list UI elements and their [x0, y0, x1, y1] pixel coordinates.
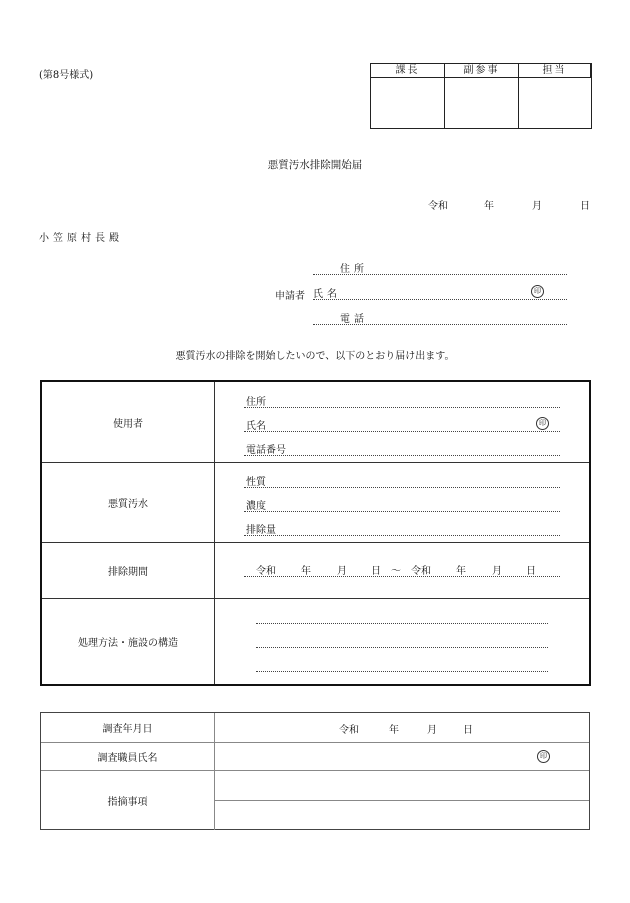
period-end-year: 年 — [456, 566, 466, 577]
period-start-day: 日 — [371, 566, 381, 577]
treatment-line-2[interactable] — [256, 631, 548, 648]
approval-stamp-chief[interactable] — [371, 78, 445, 128]
survey-date-year: 年 — [389, 725, 399, 736]
period-start-era: 令和 — [256, 566, 276, 577]
treatment-row — [42, 598, 589, 684]
applicant-address-label: 住所 — [340, 264, 368, 275]
seal-icon: 印 — [531, 285, 544, 298]
period-category-label: 排除期間 — [42, 542, 215, 598]
applicant-phone-label: 電話 — [340, 314, 368, 325]
applicant-name-field[interactable] — [313, 283, 567, 300]
date-era: 令和 — [428, 201, 448, 212]
date-day: 日 — [580, 201, 590, 212]
sewage-concentration-label: 濃度 — [246, 501, 266, 512]
approval-table — [370, 63, 592, 129]
user-row — [42, 382, 589, 463]
applicant-phone-field[interactable] — [313, 308, 567, 325]
period-end-era: 令和 — [411, 566, 431, 577]
intro-text: 悪質汚水の排除を開始したいので、以下のとおり届け出ます。 — [175, 351, 455, 362]
survey-date-month: 月 — [427, 725, 437, 736]
survey-date-row — [41, 713, 589, 743]
applicant-address-field[interactable] — [313, 258, 567, 275]
approval-header-chief: 課長 — [371, 64, 445, 78]
sewage-row — [42, 462, 589, 543]
applicant-label: 申請者 — [275, 291, 305, 302]
date-year: 年 — [484, 201, 494, 212]
addressee: 小笠原村長殿 — [39, 233, 123, 244]
applicant-name-label: 氏名 — [313, 289, 341, 300]
user-address-field[interactable] — [244, 391, 560, 408]
user-category-label: 使用者 — [42, 382, 215, 462]
survey-notes-row — [41, 770, 589, 830]
seal-icon: 印 — [537, 750, 550, 763]
survey-date-label: 調査年月日 — [41, 713, 215, 742]
user-phone-field[interactable] — [244, 439, 560, 456]
treatment-line-1[interactable] — [256, 607, 548, 624]
approval-stamp-deputy[interactable] — [445, 78, 519, 128]
period-end-month: 月 — [492, 566, 502, 577]
period-end-day: 日 — [526, 566, 536, 577]
treatment-category-label: 処理方法・施設の構造 — [42, 598, 215, 684]
period-start-month: 月 — [337, 566, 347, 577]
survey-staff-row — [41, 742, 589, 771]
survey-date-era: 令和 — [339, 725, 359, 736]
seal-icon: 印 — [536, 417, 549, 430]
approval-header-deputy: 副参事 — [445, 64, 519, 78]
user-phone-label: 電話番号 — [246, 445, 286, 456]
user-name-label: 氏名 — [246, 421, 266, 432]
survey-date-field[interactable] — [339, 721, 473, 736]
main-table — [40, 380, 591, 686]
sewage-category-label: 悪質汚水 — [42, 462, 215, 542]
survey-staff-field[interactable] — [215, 742, 589, 770]
sewage-concentration-field[interactable] — [244, 495, 560, 512]
user-name-field[interactable] — [244, 415, 560, 432]
period-row — [42, 542, 589, 599]
survey-notes-line-1[interactable] — [215, 770, 589, 801]
form-number: (第8号様式) — [39, 70, 94, 81]
date-month: 月 — [532, 201, 542, 212]
submission-date[interactable] — [428, 197, 590, 212]
survey-notes-label: 指摘事項 — [41, 770, 215, 830]
sewage-volume-field[interactable] — [244, 519, 560, 536]
approval-stamp-staff[interactable] — [519, 78, 591, 128]
document-title: 悪質汚水排除開始届 — [267, 159, 363, 171]
sewage-property-field[interactable] — [244, 471, 560, 488]
sewage-volume-label: 排除量 — [246, 525, 276, 536]
period-separator: 〜 — [391, 566, 401, 577]
period-start-year: 年 — [301, 566, 311, 577]
approval-header-staff: 担当 — [519, 64, 591, 78]
treatment-line-3[interactable] — [256, 655, 548, 672]
survey-staff-label: 調査職員氏名 — [41, 742, 215, 770]
sewage-property-label: 性質 — [246, 477, 266, 488]
user-address-label: 住所 — [246, 397, 266, 408]
survey-table — [40, 712, 590, 830]
survey-date-day: 日 — [463, 725, 473, 736]
survey-notes-line-2[interactable] — [215, 801, 589, 830]
period-field[interactable] — [244, 560, 560, 577]
